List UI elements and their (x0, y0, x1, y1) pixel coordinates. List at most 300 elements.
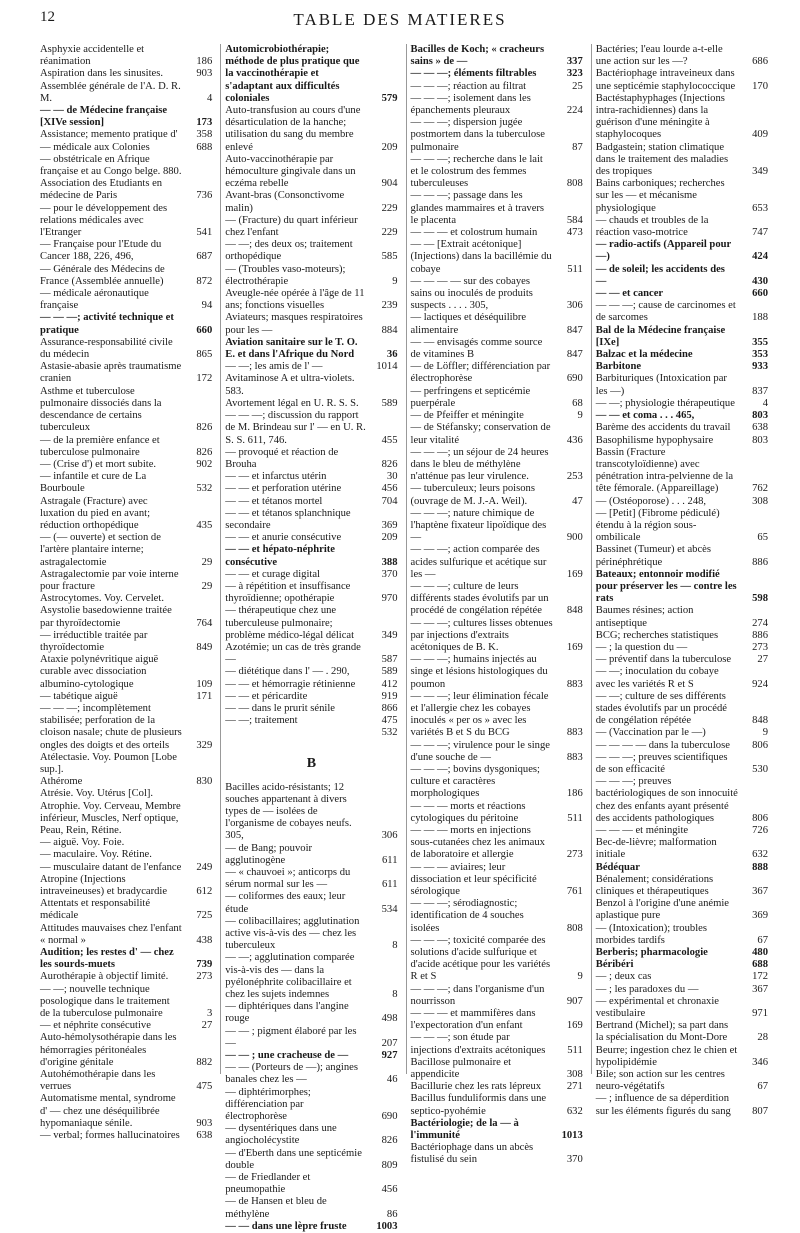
index-entry (411, 447, 583, 484)
entry-page: 638 (196, 1130, 213, 1142)
entry-page: 903 (196, 1117, 213, 1129)
entry-term: — thérapeutique chez une tuberculeuse pulmonaire; problème médico-légal délicat (225, 605, 355, 641)
index-entry (40, 203, 212, 240)
entry-term: — ; les paradoxes du — (595, 983, 699, 995)
index-entry (411, 1057, 583, 1081)
entry-page: 587 (381, 654, 398, 666)
entry-page: 866 (381, 702, 398, 714)
entry-page: 8 (392, 940, 398, 952)
index-entry (225, 154, 397, 191)
entry-term: Ataxie polynévritique aiguë curable avec dissociation albumino-cytologique (40, 654, 159, 690)
index-entry (225, 916, 397, 953)
entry-page: 306 (381, 830, 398, 842)
index-entry (40, 105, 212, 129)
entry-term: Athérome (40, 776, 83, 788)
entry-page: 4 (206, 92, 213, 104)
index-entry (411, 1032, 583, 1056)
entry-term: — — —; cultures lisses obtenues par injections d'extraits acétoniques de B. K. (410, 617, 553, 653)
index-entry (411, 117, 583, 154)
entry-page: 888 (752, 861, 768, 873)
entry-term: — — — morts et réactions cytologiques du péritoine (410, 800, 526, 824)
index-entry (40, 239, 212, 263)
entry-term: — (Vaccination par le —) (595, 727, 706, 739)
entry-term: — de Stéfansky; conservation de leur vitalité (410, 422, 551, 446)
index-entry (596, 727, 768, 739)
entry-page: 919 (381, 690, 398, 702)
entry-page: 808 (566, 178, 583, 190)
entry-term: — — —; culture de leurs différents stades évolutifs par un procédé de congélation répétée (410, 580, 549, 617)
index-entry (40, 971, 212, 983)
entry-page: 353 (752, 349, 768, 361)
entry-page: 65 (757, 532, 768, 544)
entry-page: 611 (382, 854, 398, 866)
index-entry (225, 1221, 397, 1233)
entry-term: — — — — dans la tuberculose (595, 739, 730, 751)
entry-term: — provoqué et réaction de Brouha (225, 446, 339, 470)
entry-term: — — et infarctus utérin (225, 471, 327, 483)
index-column-2 (220, 44, 401, 1232)
entry-term: — Générale des Médecins de France (Assemblée annuelle) (40, 263, 165, 287)
entry-term: — musculaire datant de l'enfance (40, 861, 182, 873)
entry-term: — (Ostéoporose) . . . 248, (595, 495, 707, 507)
entry-term: — — (Porteurs de —); angines banales chez les — (225, 1062, 358, 1086)
entry-term: — — —; action comparée des acides sulfurique et acétique sur les — (410, 544, 547, 580)
entry-term: — — —; toxicité comparée des solutions d'acide sulfurique et d'acide acétique pour les variétés R et S (410, 934, 551, 983)
entry-term: — — — morts en injections sous-cutanées chez les animaux de laboratoire et allergie (410, 825, 545, 861)
entry-term: — — —; nature chimique de l'haptène fixateur lipoïdique des — (410, 507, 547, 544)
entry-term: — — —; cause de carcinomes et de sarcomes (595, 300, 736, 324)
index-entry (40, 1069, 212, 1093)
entry-page: 172 (196, 373, 213, 385)
index-entry (411, 361, 583, 385)
entry-page: 900 (566, 532, 583, 544)
entry-page: 1003 (376, 1220, 398, 1232)
entry-term: — — [Extrait acétonique] (Injections) dans la bacillémie du cobaye (410, 239, 552, 275)
index-entry (596, 654, 768, 666)
entry-page: 436 (566, 434, 583, 446)
entry-page: 456 (381, 1184, 398, 1196)
index-entry (411, 691, 583, 740)
index-entry (596, 740, 768, 752)
entry-page: 690 (381, 1111, 398, 1123)
entry-page: 589 (381, 397, 398, 409)
entry-term: — à répétition et insuffisance thyroïdienne; opothérapie (225, 580, 351, 605)
index-entry (225, 642, 397, 666)
entry-page: 584 (566, 214, 583, 226)
entry-term: Asphyxie accidentelle et réanimation (40, 44, 145, 68)
entry-term: — — dans le prurit sénile (225, 702, 335, 714)
index-entry (40, 68, 212, 80)
entry-page: 239 (381, 300, 398, 312)
entry-page: 86 (386, 1208, 398, 1220)
entry-term: — — et hépato-néphrite consécutive (225, 544, 335, 568)
entry-term: Barème des accidents du travail (595, 422, 731, 434)
index-entry (40, 874, 212, 898)
entry-page: 8 (392, 989, 398, 1001)
entry-term: Aveugle-née opérée à l'âge de 11 ans; fonctions visuelles (225, 288, 365, 312)
entry-term: — dysentériques dans une angiocholécystite (225, 1123, 337, 1147)
index-entry (40, 898, 212, 922)
entry-term: — — —; réaction au filtrat (410, 80, 527, 92)
entry-page: 370 (566, 1154, 583, 1166)
entry-term: — — — — sur des cobayes sains ou inoculés de produits suspects . . . . 305, (410, 275, 533, 312)
entry-page: 25 (572, 80, 583, 92)
entry-term: — maculaire. Voy. Rétine. (40, 849, 152, 861)
index-entry (225, 532, 397, 544)
entry-page: 865 (196, 349, 213, 361)
index-entry (225, 508, 397, 532)
index-entry (411, 801, 583, 825)
entry-page: 273 (752, 641, 768, 653)
entry-term: Atrophie. Voy. Cerveau, Membre inférieur, Muscles, Nerf optique, Peau, Rein, Rétine. (40, 800, 181, 836)
index-entry (411, 227, 583, 239)
index-entry (411, 239, 583, 276)
index-entry (225, 544, 397, 568)
entry-page: 109 (196, 678, 213, 690)
index-entry (225, 1001, 397, 1025)
entry-term: Bains carboniques; recherches sur les — et mécanisme physiologique (595, 178, 725, 214)
index-entry (596, 898, 768, 922)
entry-page: 541 (196, 227, 213, 239)
entry-term: — — et tétanos splanchnique secondaire (225, 507, 351, 531)
entry-page: 826 (381, 458, 398, 470)
entry-term: — infantile et cure de La Bourboule (40, 471, 147, 495)
index-entry (411, 862, 583, 899)
index-entry (40, 288, 212, 312)
index-entry (596, 605, 768, 629)
entry-term: Attentats et responsabilité médicale (40, 898, 151, 922)
entry-page: 598 (752, 593, 768, 605)
entry-page: 849 (196, 641, 213, 653)
entry-page: 30 (386, 471, 398, 483)
entry-term: — de Pfeiffer et méningite (410, 410, 524, 422)
entry-page: 847 (566, 324, 583, 336)
entry-term: — préventif dans la tuberculose (595, 654, 732, 666)
entry-term: — Française pour l'Etude du Cancer 188, 226, 496, (40, 239, 162, 263)
entry-page: 355 (752, 336, 768, 348)
entry-page: 579 (381, 92, 398, 104)
entry-page: 27 (757, 654, 768, 666)
entry-term: Béribéri (595, 959, 634, 971)
index-entry (411, 312, 583, 336)
entry-term: Astasie-abasie après traumatisme cranien (40, 361, 182, 385)
index-entry (411, 1081, 583, 1093)
entry-term: Attitudes mauvaises chez l'enfant « normal » (40, 922, 182, 946)
entry-page: 872 (196, 275, 213, 287)
entry-page: 532 (381, 727, 398, 739)
entry-term: Azotémie; un cas de très grande — (225, 641, 361, 666)
entry-term: — — —; recherche dans le lait et le colostrum des femmes tuberculeuses (410, 153, 543, 190)
index-entry (225, 952, 397, 1001)
index-entry (596, 959, 768, 971)
index-entry (225, 471, 397, 483)
entry-page: 346 (752, 1056, 768, 1068)
entry-term: — —; les amis de l' — (225, 361, 323, 373)
entry-term: Bal de la Médecine française [IXe] (595, 324, 726, 348)
entry-term: — ; la question du — (595, 641, 688, 653)
index-entry (40, 801, 212, 838)
entry-term: Bactéstaphyphages (Injections intra-rachidiennes) dans la guérison d'une méningite à staphylocoques (595, 92, 725, 141)
entry-term: — — et perforation utérine (225, 483, 342, 495)
index-entry (596, 142, 768, 179)
entry-page: 806 (752, 739, 768, 751)
entry-page: 480 (752, 947, 768, 959)
entry-page: 28 (757, 1032, 768, 1044)
entry-term: — — envisagés comme source de vitamines B (410, 336, 543, 361)
entry-term: Badgastein; station climatique dans le traitement des maladies des tropiques (595, 141, 729, 178)
entry-page: 886 (752, 629, 768, 641)
entry-term: — (Intoxication); troubles morbides tardifs (595, 922, 707, 946)
index-entry (596, 544, 768, 568)
index-entry (225, 891, 397, 915)
entry-term: Berberis; pharmacologie (595, 947, 708, 959)
index-entry (596, 264, 768, 288)
index-columns (40, 44, 772, 1232)
entry-page: 1014 (376, 361, 398, 373)
index-entry (225, 715, 397, 727)
entry-page: 688 (196, 141, 213, 153)
entry-term: — pour le développement des relations médicales avec l'Etranger (40, 202, 168, 239)
entry-page: 837 (752, 385, 768, 397)
entry-page: 687 (196, 251, 213, 263)
entry-page: 456 (381, 483, 398, 495)
entry-page: 455 (381, 434, 398, 446)
index-entry (596, 496, 768, 508)
entry-term: — de Bang; pouvoir agglutinogène (225, 842, 313, 866)
entry-page: 358 (196, 129, 213, 141)
entry-page: 207 (381, 1037, 398, 1049)
entry-page: 475 (381, 715, 398, 727)
entry-term: — tuberculeux; leurs poisons (ouvrage de M. J.-A. Weil). (410, 483, 535, 507)
entry-term: — — —; incomplètement stabilisée; perforation de la cloison nasale; chute de plusieurs ongles des doigts et des orteils (40, 702, 182, 751)
index-entry (40, 154, 212, 178)
entry-term: — — —; preuves bactériologiques de son innocuité chez des enfants ayant présenté des accidents pathologiques (595, 776, 738, 824)
entry-page: 273 (566, 849, 583, 861)
index-entry (596, 752, 768, 776)
index-entry (411, 898, 583, 935)
entry-term: Aviateurs; masques respiratoires pour les — (225, 312, 363, 336)
index-entry (596, 422, 768, 434)
entry-page: 170 (752, 80, 768, 92)
index-entry (225, 483, 397, 495)
entry-page: 36 (386, 349, 398, 361)
entry-term: — — et tétanos mortel (225, 495, 323, 507)
entry-page: 171 (196, 690, 213, 702)
entry-page: 847 (566, 349, 583, 361)
index-entry (411, 81, 583, 93)
entry-page: 172 (752, 971, 768, 983)
entry-page: 764 (196, 617, 213, 629)
index-entry (411, 1142, 583, 1166)
entry-page: 688 (752, 959, 768, 971)
entry-page: 409 (752, 129, 768, 141)
entry-term: Assistance; memento pratique d' (40, 129, 178, 141)
entry-term: — — de Médecine française [XIVe session] (40, 105, 168, 129)
entry-page: 47 (572, 495, 583, 507)
index-entry (596, 373, 768, 397)
index-column-4 (591, 44, 772, 1117)
index-entry (596, 984, 768, 996)
entry-term: — irréductible traitée par thyroïdectomie (40, 629, 148, 653)
entry-page: 826 (196, 422, 213, 434)
index-entry (225, 691, 397, 703)
entry-page: 3 (206, 1008, 213, 1020)
entry-term: — — dans une lèpre fruste (225, 1220, 347, 1232)
index-entry (225, 1148, 397, 1172)
entry-term: — — —; éléments filtrables (410, 68, 537, 80)
entry-term: Baumes résines; action antiseptique (595, 605, 694, 629)
entry-term: Bile; son action sur les centres neuro-végétatifs (595, 1069, 725, 1093)
index-entry (596, 1045, 768, 1069)
index-entry (40, 654, 212, 691)
entry-term: — — —; activité technique et pratique (40, 312, 174, 336)
entry-term: — colibacillaires; agglutination active vis-à-vis des — chez les tuberculeux (225, 915, 360, 952)
entry-page: 388 (381, 556, 398, 568)
entry-term: — — et péricardite (225, 690, 308, 702)
page-title: TABLE DES MATIERES (293, 10, 507, 29)
entry-page: 306 (566, 300, 583, 312)
entry-page: 638 (752, 422, 768, 434)
entry-page: 209 (381, 532, 398, 544)
entry-page: 94 (201, 300, 213, 312)
entry-page: 337 (566, 56, 583, 68)
entry-page: 902 (196, 458, 213, 470)
entry-page: 29 (201, 556, 213, 568)
index-entry (225, 581, 397, 605)
entry-page: 273 (196, 971, 213, 983)
entry-term: — —; traitement (225, 715, 298, 727)
index-entry (411, 544, 583, 581)
entry-page: 370 (381, 568, 398, 580)
entry-term: — de soleil; les accidents des — (595, 263, 725, 287)
entry-term: — — ; pigment élaboré par les — (225, 1025, 357, 1049)
entry-term: — — —; son étude par injections d'extraits acétoniques (410, 1032, 546, 1056)
index-column-1 (40, 44, 216, 1142)
entry-page: 323 (566, 68, 583, 80)
index-entry (40, 776, 212, 788)
entry-term: — — et hémorragie rétinienne (225, 678, 356, 690)
entry-term: — —; agglutination comparée vis-à-vis des — dans la pyélonéphrite colibacillaire et chez les sujets indemnes (225, 952, 355, 1001)
entry-page: 903 (196, 68, 213, 80)
index-entry (596, 349, 768, 361)
entry-term: Audition; les restes d' — chez les sourds-muets (40, 947, 174, 971)
entry-page: 412 (381, 678, 398, 690)
index-entry (40, 593, 212, 605)
index-entry (596, 288, 768, 300)
entry-term: Asystolie basedowienne traitée par thyroïdectomie (40, 605, 172, 629)
entry-term: — (Crise d') et mort subite. (40, 458, 157, 470)
entry-term: Barbituriques (Intoxication par les —) (595, 373, 727, 397)
entry-term: Bédéquar (595, 861, 640, 873)
entry-term: Assurance-responsabilité civile du médecin (40, 336, 173, 361)
index-entry (411, 1118, 583, 1142)
entry-term: Bactériologie; de la — à l'immunité (410, 1117, 519, 1142)
entry-page: 229 (381, 227, 398, 239)
index-entry (596, 361, 768, 373)
entry-term: Atélectasie. Voy. Poumon [Lobe sup.]. (40, 751, 177, 775)
index-entry (411, 154, 583, 191)
entry-term: Assemblée générale de l'A. D. R. M. (40, 80, 181, 104)
entry-page: 435 (196, 519, 213, 531)
index-entry (225, 1062, 397, 1086)
index-entry (411, 1008, 583, 1032)
index-entry (225, 703, 397, 715)
entry-term: Atropine (Injections intraveineuses) et bradycardie (40, 873, 168, 898)
entry-page: 169 (566, 641, 583, 653)
entry-term: — — et cancer (595, 288, 664, 300)
entry-term: — obstétricale en Afrique française et au Congo belge. 880. (40, 153, 182, 178)
index-entry (596, 44, 768, 68)
entry-term: Aviation sanitaire sur le T. O. E. et dans l'Afrique du Nord (225, 336, 358, 361)
index-entry (596, 178, 768, 215)
index-entry (40, 361, 212, 385)
index-entry (40, 532, 212, 569)
index-entry (596, 410, 768, 422)
entry-term: Asthme et tuberculose pulmonaire dissociés dans la descendance de certains tuberculeux (40, 385, 162, 434)
entry-page: 736 (196, 190, 213, 202)
entry-term: — — ; une cracheuse de — (225, 1050, 349, 1062)
index-entry (596, 300, 768, 324)
entry-page: 808 (566, 922, 583, 934)
index-entry (596, 93, 768, 142)
entry-term: — — —; dispersion jugée postmortem dans la tuberculose pulmonaire (410, 117, 545, 153)
entry-term: — de la première enfance et tuberculose pulmonaire (40, 434, 160, 458)
entry-term: — diphtérimorphes; différenciation par électrophorèse (225, 1086, 311, 1123)
entry-term: — tabétique aiguë (40, 690, 118, 702)
index-entry (411, 483, 583, 507)
index-entry (596, 435, 768, 447)
entry-page: 611 (382, 879, 398, 891)
index-entry (411, 1093, 583, 1117)
entry-page: 271 (566, 1081, 583, 1093)
entry-term: Atrésie. Voy. Utérus [Col]. (40, 788, 154, 800)
index-entry (225, 239, 397, 263)
entry-term: Bacillus funduliformis dans une septico-pyohémie (410, 1093, 547, 1117)
entry-term: — —; culture de ses différents stades évolutifs par un procédé de congélation répétée (595, 690, 727, 727)
entry-page: 904 (381, 178, 398, 190)
entry-page: 690 (566, 373, 583, 385)
index-entry (596, 947, 768, 959)
entry-term: — médicale aux Colonies (40, 141, 150, 153)
index-entry (596, 996, 768, 1020)
entry-page: 747 (752, 227, 768, 239)
entry-page: 971 (752, 1008, 768, 1020)
index-entry (40, 837, 212, 849)
entry-term: — —; nouvelle technique posologique dans le traitement de la tuberculose pulmonaire (40, 983, 170, 1020)
entry-page: 46 (386, 1074, 398, 1086)
index-entry (225, 44, 397, 105)
index-entry (225, 605, 397, 642)
index-entry (411, 764, 583, 801)
index-entry (596, 666, 768, 690)
entry-page: 826 (196, 446, 213, 458)
entry-page: 883 (566, 751, 583, 763)
entry-page: 430 (752, 275, 768, 287)
entry-term: — coliformes des eaux; leur étude (225, 891, 346, 915)
entry-term: — —; des deux os; traitement orthopédique (225, 239, 353, 263)
index-entry (596, 642, 768, 654)
entry-term: Automatisme mental, syndrome d' — chez une déséquilibrée hypomaniaque sénile. (40, 1093, 176, 1129)
entry-page: 87 (572, 141, 583, 153)
index-entry (225, 361, 397, 373)
entry-term: — ; deux cas (595, 971, 652, 983)
entry-page: 803 (752, 434, 768, 446)
entry-page: 367 (752, 983, 768, 995)
entry-page: 809 (381, 1159, 398, 1171)
entry-page: 612 (196, 886, 213, 898)
entry-term: Avant-bras (Consonctivome malin) (225, 190, 345, 214)
index-entry (40, 1093, 212, 1130)
